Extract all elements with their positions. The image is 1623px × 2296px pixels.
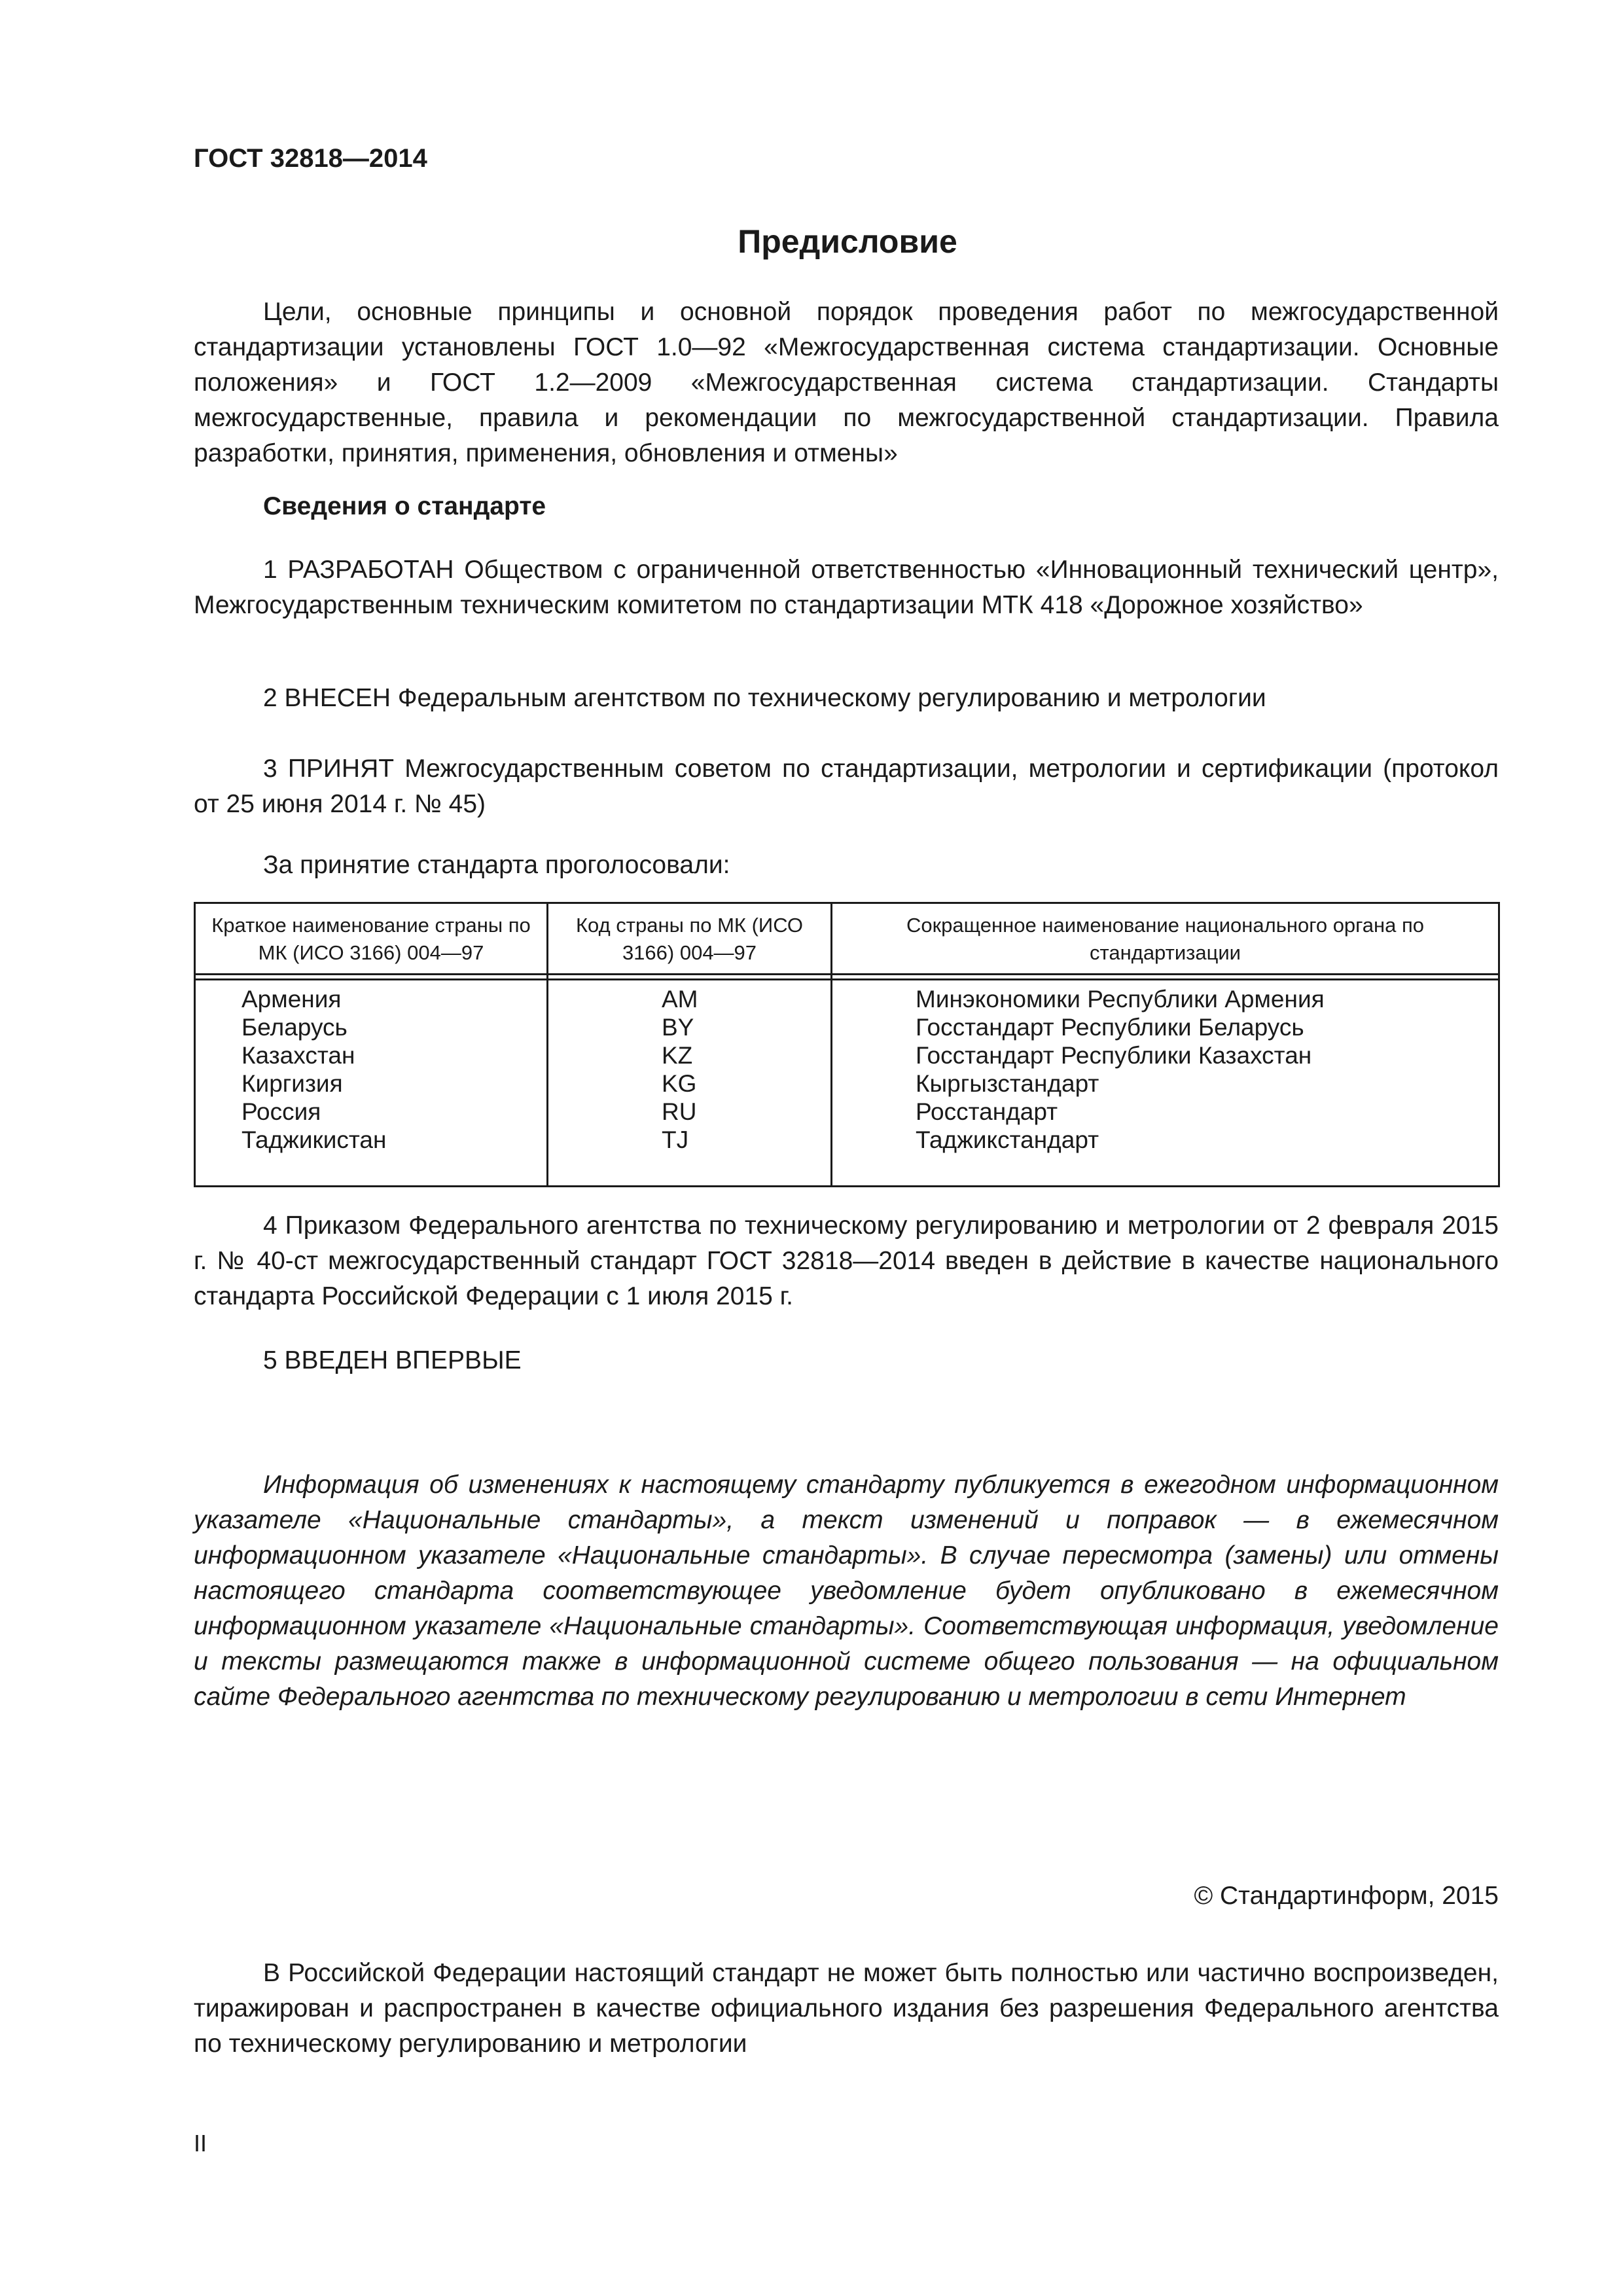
item-4-enactment: 4 Приказом Федерального агентства по техническому регулированию и метрологии от 2 февраля 2015 г. № 40-ст межгосударственный стандарт ГОСТ 32818—2014 введен в действие в качестве национального стандарта Российской Федерации с 1 июля 2015 г. <box>194 1211 1499 1310</box>
table-cell-code: TJ <box>662 1126 689 1153</box>
table-cell-code: AM <box>662 986 698 1013</box>
table-cell-org: Госстандарт Республики Беларусь <box>916 1014 1304 1041</box>
document-code: ГОСТ 32818—2014 <box>194 144 427 173</box>
page-number: II <box>194 2130 207 2157</box>
table-divider <box>196 973 1498 975</box>
table-header-country: Краткое наименование страны по МК (ИСО 3166) 004—97 <box>211 914 531 964</box>
table-cell-code: KZ <box>662 1042 693 1069</box>
country-column <box>241 985 386 1154</box>
item-5-first-introduced: 5 ВВЕДЕН ВПЕРВЫЕ <box>263 1346 522 1374</box>
votes-table <box>194 902 1500 1187</box>
table-cell-country: Киргизия <box>241 1070 343 1097</box>
intro-paragraph: Цели, основные принципы и основной порядок проведения работ по межгосударственной стандартизации установлены ГОСТ 1.0—92 «Межгосударственная система стандартизации. Основные положения» и ГОСТ 1.2—2009 «Межгосударственная система стандартизации. Стандарты межгосударственные, правила и рекомендации по межгосударственной стандартизации. Правила разработки, принятия, применения, обновления и отмены» <box>194 298 1499 467</box>
table-cell-country: Россия <box>241 1098 321 1125</box>
table-cell-org: Минэкономики Республики Армения <box>916 986 1325 1013</box>
table-cell-country: Беларусь <box>241 1014 348 1041</box>
page-title: Предисловие <box>738 223 957 260</box>
table-cell-code: BY <box>662 1014 694 1041</box>
table-cell-country: Таджикистан <box>241 1126 387 1153</box>
info-heading: Сведения о стандарте <box>263 492 546 520</box>
table-cell-code: KG <box>662 1070 697 1097</box>
item-1-developed: 1 РАЗРАБОТАН Обществом с ограниченной ответственностью «Инновационный технический центр», Межгосударственным техническим комитетом по стандартизации МТК 418 «Дорожное хозяйство» <box>194 556 1499 619</box>
restriction-paragraph: В Российской Федерации настоящий стандарт не может быть полностью или частично воспроизведен, тиражирован и распространен в качестве официального издания без разрешения Федерального агентства по техническому регулированию и метрологии <box>194 1959 1499 2058</box>
table-header-org: Сокращенное наименование национального органа по стандартизации <box>906 914 1425 964</box>
item-3-adopted: 3 ПРИНЯТ Межгосударственным советом по стандартизации, метрологии и сертификации (протокол от 25 июня 2014 г. № 45) <box>194 755 1499 818</box>
table-cell-org: Кыргызстандарт <box>916 1070 1099 1097</box>
table-cell-country: Казахстан <box>241 1042 355 1069</box>
vote-intro: За принятие стандарта проголосовали: <box>263 851 730 879</box>
table-cell-org: Росстандарт <box>916 1098 1058 1125</box>
copyright-notice: © Стандартинформ, 2015 <box>1194 1882 1499 1910</box>
code-column <box>662 985 698 1154</box>
changes-info-paragraph: Информация об изменениях к настоящему стандарту публикуется в ежегодном информационном указателе «Национальные стандарты», а текст изменений и поправок — в ежемесячном информационном указателе «Национальные стандарты». В случае пересмотра (замены) или отмены настоящего стандарта соответствующее уведомление будет опубликовано в ежемесячном информационном указателе «Национальные стандарты». Соответствующая информация, уведомление и тексты размещаются также в информационной системе общего пользования — на официальном сайте Федерального агентства по техническому регулированию и метрологии в сети Интернет <box>194 1471 1499 1711</box>
table-cell-org: Таджикстандарт <box>916 1126 1099 1153</box>
table-cell-country: Армения <box>241 986 342 1013</box>
item-2-introduced: 2 ВНЕСЕН Федеральным агентством по техническому регулированию и метрологии <box>263 684 1266 712</box>
table-cell-code: RU <box>662 1098 697 1125</box>
table-divider <box>196 978 1498 980</box>
org-column <box>916 985 1325 1154</box>
table-header-code: Код страны по МК (ИСО 3166) 004—97 <box>575 914 804 964</box>
table-cell-org: Госстандарт Республики Казахстан <box>916 1042 1312 1069</box>
